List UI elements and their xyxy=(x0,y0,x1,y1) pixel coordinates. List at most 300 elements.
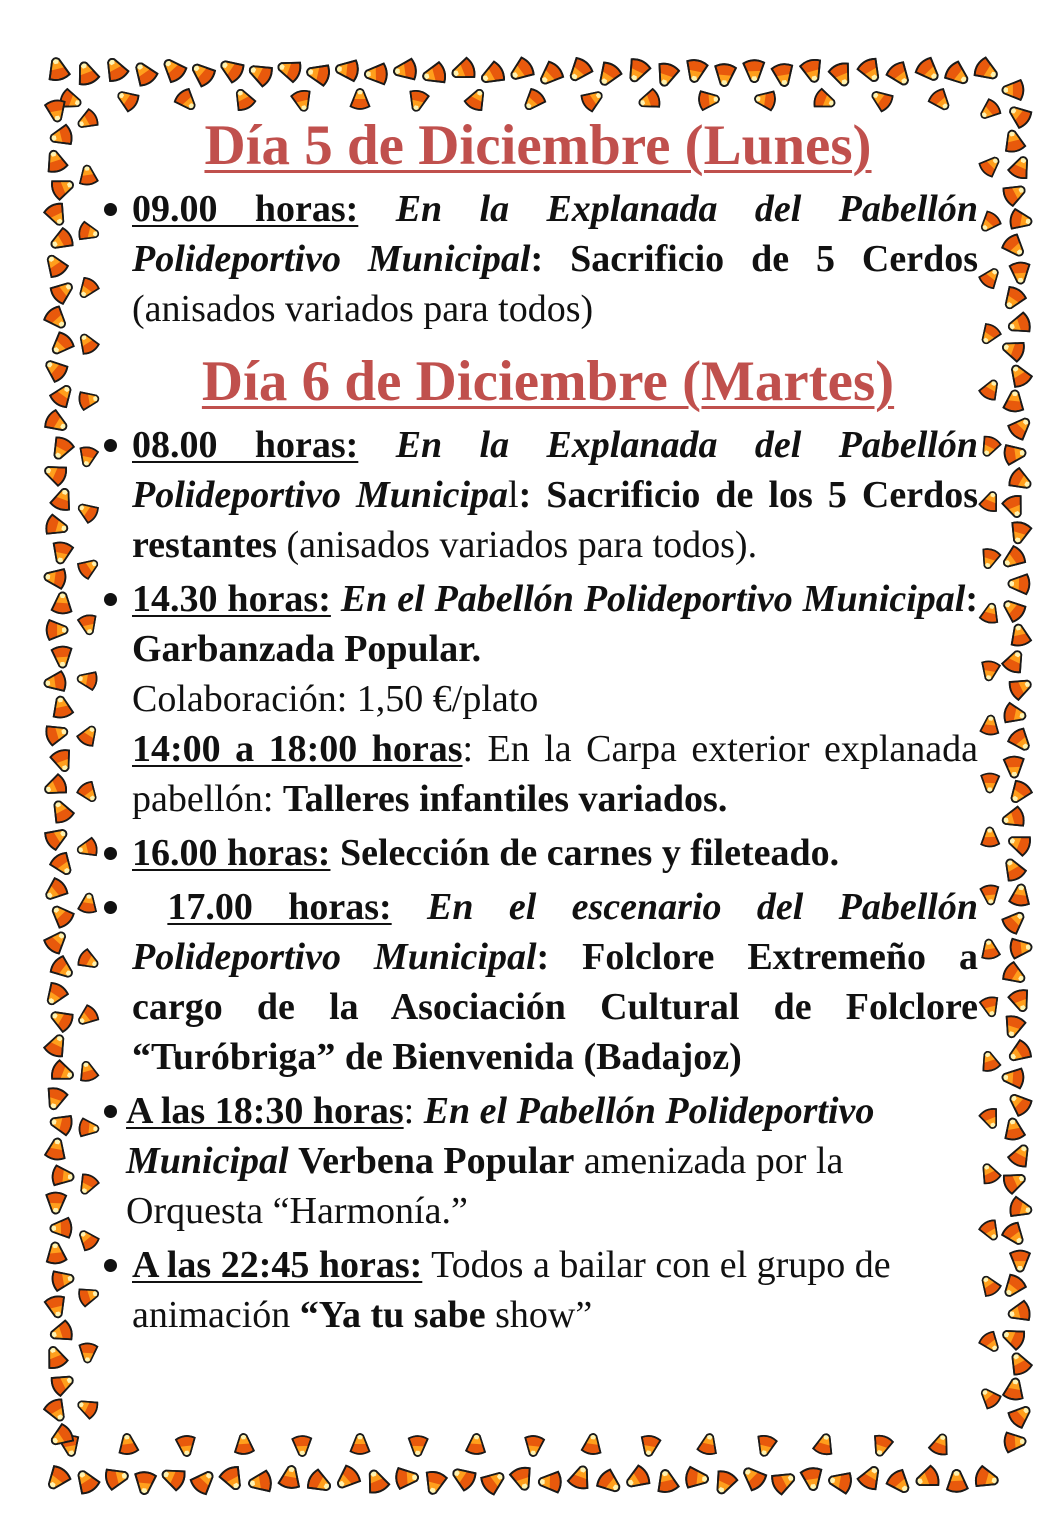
candy-corn-icon xyxy=(50,1218,72,1239)
bullet-icon xyxy=(104,1259,117,1272)
candy-corn-icon xyxy=(979,938,1000,960)
candy-corn-icon xyxy=(74,108,99,133)
candy-corn-icon xyxy=(187,58,217,88)
candy-corn-icon xyxy=(234,1433,254,1454)
candy-corn-icon xyxy=(477,60,506,89)
event-time: 16.00 horas: xyxy=(132,832,331,874)
candy-corn-icon xyxy=(653,61,680,88)
bullet-icon xyxy=(104,203,117,216)
candy-corn-icon xyxy=(743,60,764,83)
candy-corn-icon xyxy=(78,164,98,185)
candy-corn-icon xyxy=(45,1137,68,1161)
candy-corn-icon xyxy=(979,602,1001,625)
candy-corn-icon xyxy=(1008,574,1030,595)
candy-corn-icon xyxy=(506,56,536,86)
candy-corn-icon xyxy=(50,695,74,720)
candy-corn-icon xyxy=(1007,467,1035,495)
candy-corn-icon xyxy=(422,1470,448,1496)
candy-corn-icon xyxy=(999,595,1028,624)
event-note: (anisados variados para todos) xyxy=(132,288,594,330)
candy-corn-icon xyxy=(928,1431,953,1456)
event-text xyxy=(132,882,978,1082)
candy-corn-icon xyxy=(685,1467,709,1490)
event-title: : Sacrificio de los 5 Cerdos restantes xyxy=(132,474,978,566)
candy-corn-icon xyxy=(76,837,99,859)
candy-corn-icon xyxy=(972,56,1001,85)
candy-corn-icon xyxy=(978,264,1004,290)
candy-corn-icon xyxy=(1010,937,1033,959)
candy-corn-icon xyxy=(870,1434,894,1459)
candy-corn-icon xyxy=(47,1006,75,1034)
candy-corn-icon xyxy=(914,56,944,86)
candy-corn-icon xyxy=(594,60,623,90)
candy-corn-icon xyxy=(1006,830,1033,856)
candy-corn-icon xyxy=(523,1435,544,1457)
candy-corn-icon xyxy=(999,1273,1027,1302)
candy-corn-icon xyxy=(946,1469,968,1492)
candy-corn-icon xyxy=(351,1434,370,1454)
candy-corn-icon xyxy=(50,541,74,566)
candy-corn-icon xyxy=(1000,1221,1028,1250)
candy-corn-icon xyxy=(49,748,75,774)
candy-corn-icon xyxy=(1009,883,1032,906)
candy-corn-icon xyxy=(365,63,387,84)
candy-corn-icon xyxy=(44,514,70,539)
candy-corn-icon xyxy=(230,86,256,112)
event-title: Sacrificio de 5 Cerdos xyxy=(570,238,979,280)
candy-corn-icon xyxy=(48,851,76,880)
event-colon: : xyxy=(530,238,544,280)
event-desc: Todos a bailar con el grupo de animación xyxy=(132,1244,891,1336)
candy-corn-icon xyxy=(449,57,477,84)
candy-corn-icon xyxy=(406,89,429,113)
event-sub-location: : En la Carpa exterior explanada pabellón: xyxy=(132,728,978,820)
candy-corn-icon xyxy=(47,901,76,930)
candy-corn-icon xyxy=(977,322,1003,348)
candy-corn-icon xyxy=(291,89,314,113)
candy-corn-icon xyxy=(812,88,838,113)
event-time: 08.00 horas: xyxy=(132,424,359,466)
candy-corn-icon xyxy=(41,981,69,1009)
candy-corn-icon xyxy=(421,61,447,87)
event-text xyxy=(132,184,978,334)
candy-corn-icon xyxy=(43,1031,70,1058)
candy-corn-icon xyxy=(999,285,1027,313)
candy-corn-icon xyxy=(977,434,1002,459)
candy-corn-icon xyxy=(305,1468,334,1497)
candy-corn-icon xyxy=(1002,1067,1024,1088)
candy-corn-icon xyxy=(1001,1168,1028,1195)
candy-corn-icon xyxy=(636,88,661,113)
candy-corn-icon xyxy=(45,99,68,123)
candy-corn-icon xyxy=(579,86,606,113)
candy-corn-icon xyxy=(158,54,188,84)
day2-events xyxy=(98,420,978,1340)
candy-corn-icon xyxy=(981,827,1000,847)
event-0800 xyxy=(98,420,978,570)
event-title: Garbanzada Popular. xyxy=(132,628,482,670)
candy-corn-icon xyxy=(396,1467,419,1489)
candy-corn-icon xyxy=(1003,389,1025,412)
candy-corn-icon xyxy=(76,669,98,690)
event-note: amenizada por la Orquesta “Harmonía.” xyxy=(126,1140,844,1232)
candy-corn-icon xyxy=(535,60,565,90)
candy-corn-icon xyxy=(509,1466,535,1493)
candy-corn-icon xyxy=(50,1059,77,1085)
candy-corn-icon xyxy=(1005,779,1033,808)
candy-corn-icon xyxy=(43,823,71,851)
candy-corn-icon xyxy=(47,227,75,255)
candy-corn-icon xyxy=(1003,443,1026,466)
candy-corn-icon xyxy=(1006,1401,1035,1430)
candy-corn-icon xyxy=(44,721,70,746)
candy-corn-icon xyxy=(1000,337,1026,363)
event-sub-time: 14:00 a 18:00 horas xyxy=(132,728,463,770)
candy-corn-icon xyxy=(1007,153,1034,180)
candy-corn-icon xyxy=(978,152,1004,178)
candy-corn-icon xyxy=(978,489,1002,513)
candy-corn-icon xyxy=(1000,232,1029,261)
event-2245 xyxy=(98,1240,978,1340)
candy-corn-icon xyxy=(363,1467,391,1495)
candy-corn-icon xyxy=(1001,647,1028,674)
candy-corn-icon xyxy=(885,1468,915,1498)
candy-corn-icon xyxy=(978,1330,1004,1356)
event-location: En el Pabellón Polideportivo Municipal xyxy=(126,1090,875,1182)
candy-corn-icon xyxy=(539,1471,561,1492)
candy-corn-icon xyxy=(1003,702,1028,726)
event-text xyxy=(126,1086,978,1236)
candy-corn-icon xyxy=(176,1435,197,1457)
candy-corn-icon xyxy=(41,355,70,384)
candy-corn-icon xyxy=(1000,907,1029,936)
candy-corn-icon xyxy=(1001,1014,1026,1040)
candy-corn-icon xyxy=(1004,1431,1026,1452)
candy-corn-icon xyxy=(980,715,1000,736)
candy-corn-icon xyxy=(278,1464,302,1489)
candy-corn-icon xyxy=(1007,520,1032,546)
candy-corn-icon xyxy=(47,620,68,640)
candy-corn-icon xyxy=(1001,494,1027,521)
candy-corn-icon xyxy=(927,87,954,114)
candy-corn-icon xyxy=(73,59,100,87)
event-title: Folclore Extremeño a cargo de la Asociación Cultural de Folclore “Turóbriga” de Bienvenida (Badajoz) xyxy=(132,936,978,1078)
candy-corn-icon xyxy=(159,1464,187,1492)
candy-corn-icon xyxy=(654,1468,679,1494)
candy-corn-icon xyxy=(292,1436,312,1457)
candy-corn-icon xyxy=(639,1435,661,1458)
candy-corn-icon xyxy=(1006,413,1035,442)
candy-corn-icon xyxy=(977,1161,1002,1186)
event-time: A las 22:45 horas: xyxy=(132,1244,423,1286)
candy-corn-icon xyxy=(977,1272,1003,1298)
candy-corn-icon xyxy=(114,86,141,113)
candy-corn-icon xyxy=(52,1165,75,1187)
candy-corn-icon xyxy=(43,1397,71,1425)
candy-corn-icon xyxy=(74,1004,100,1030)
candy-corn-icon xyxy=(42,1344,68,1371)
bullet-icon xyxy=(104,593,117,606)
event-time: 17.00 horas: xyxy=(167,886,392,928)
candy-corn-icon xyxy=(74,1226,100,1252)
candy-corn-icon xyxy=(51,646,72,668)
candy-corn-icon xyxy=(75,1172,100,1197)
candy-corn-icon xyxy=(49,277,78,305)
candy-corn-icon xyxy=(800,1467,824,1492)
candy-corn-icon xyxy=(567,1463,594,1491)
candy-corn-icon xyxy=(978,376,1003,401)
candy-corn-icon xyxy=(978,1049,1001,1073)
candy-corn-icon xyxy=(134,1471,157,1495)
candy-corn-icon xyxy=(520,87,547,114)
bullet-icon xyxy=(104,439,117,452)
candy-corn-icon xyxy=(78,1343,97,1363)
candy-corn-icon xyxy=(47,330,76,359)
candy-corn-icon xyxy=(48,381,76,410)
event-note: Colaboración: 1,50 €/plato xyxy=(132,678,539,720)
candy-corn-icon xyxy=(247,1470,272,1494)
event-desc-end: show” xyxy=(495,1294,593,1336)
candy-corn-icon xyxy=(978,1218,1003,1243)
candy-corn-icon xyxy=(74,499,100,525)
candy-corn-icon xyxy=(173,87,200,114)
candy-corn-icon xyxy=(448,1463,478,1492)
candy-corn-icon xyxy=(1002,1117,1025,1141)
candy-corn-icon xyxy=(976,98,1002,124)
candy-corn-icon xyxy=(980,885,1000,906)
candy-corn-icon xyxy=(48,797,75,825)
event-location-end: l xyxy=(508,474,519,516)
candy-corn-icon xyxy=(1009,1196,1034,1220)
candy-corn-icon xyxy=(978,547,1001,571)
event-0900 xyxy=(98,184,978,334)
candy-corn-icon xyxy=(79,1118,100,1138)
event-colon: : xyxy=(536,936,550,978)
candy-corn-icon xyxy=(974,1465,1001,1491)
candy-corn-icon xyxy=(623,57,651,86)
candy-corn-icon xyxy=(393,58,418,82)
candy-corn-icon xyxy=(622,1464,651,1493)
candy-corn-icon xyxy=(479,1466,509,1496)
candy-corn-icon xyxy=(1007,1141,1034,1169)
event-location: En el Pabellón Polideportivo Municipal xyxy=(340,578,966,620)
candy-corn-icon xyxy=(698,89,720,110)
candy-corn-icon xyxy=(856,1462,885,1491)
candy-corn-icon xyxy=(189,1466,219,1496)
event-note: (anisados variados para todos). xyxy=(286,524,758,566)
candy-corn-icon xyxy=(799,58,825,85)
candy-corn-icon xyxy=(49,954,78,982)
candy-corn-icon xyxy=(216,55,246,84)
candy-corn-icon xyxy=(1009,209,1033,232)
candy-corn-icon xyxy=(75,1395,100,1420)
candy-corn-icon xyxy=(979,660,1000,682)
candy-corn-icon xyxy=(978,1107,1002,1131)
candy-corn-icon xyxy=(78,892,98,913)
candy-corn-icon xyxy=(51,1268,75,1291)
candy-corn-icon xyxy=(46,1192,67,1214)
candy-corn-icon xyxy=(78,389,100,410)
event-text xyxy=(132,420,978,570)
candy-corn-icon xyxy=(581,1433,602,1455)
candy-corn-icon xyxy=(1006,726,1035,755)
candy-corn-icon xyxy=(408,1436,428,1457)
program-content xyxy=(98,112,978,1340)
candy-corn-icon xyxy=(130,58,159,88)
candy-corn-icon xyxy=(771,63,795,88)
candy-corn-icon xyxy=(104,1465,130,1490)
event-colon: : xyxy=(965,578,978,620)
candy-corn-icon xyxy=(41,876,70,905)
candy-corn-icon xyxy=(45,56,70,82)
candy-corn-icon xyxy=(1006,312,1032,337)
candy-corn-icon xyxy=(50,174,77,200)
candy-corn-icon xyxy=(43,148,68,174)
day1-heading: Día 5 de Diciembre (Lunes) xyxy=(204,114,872,177)
candy-corn-icon xyxy=(976,210,1002,236)
bullet-icon xyxy=(104,847,117,860)
candy-corn-icon xyxy=(48,1112,73,1136)
candy-corn-icon xyxy=(41,460,68,487)
candy-corn-icon xyxy=(48,124,73,148)
event-sep: : xyxy=(403,1090,415,1132)
candy-corn-icon xyxy=(48,1320,74,1345)
candy-corn-icon xyxy=(43,1086,68,1112)
candy-corn-icon xyxy=(943,60,973,90)
candy-corn-icon xyxy=(48,435,75,463)
candy-corn-icon xyxy=(1002,80,1023,100)
candy-corn-icon xyxy=(77,614,99,636)
candy-corn-icon xyxy=(72,1466,101,1496)
candy-corn-icon xyxy=(999,1324,1026,1351)
candy-corn-icon xyxy=(714,63,737,87)
candy-corn-icon xyxy=(305,61,331,86)
event-1830 xyxy=(98,1086,978,1236)
candy-corn-icon xyxy=(41,773,68,800)
candy-corn-icon xyxy=(976,1384,1002,1410)
candy-corn-icon xyxy=(1010,1251,1030,1272)
event-1430 xyxy=(98,574,978,824)
event-1600 xyxy=(98,828,978,878)
day2-heading: Día 6 de Diciembre (Martes) xyxy=(201,350,895,413)
candy-corn-icon xyxy=(77,446,99,468)
candy-corn-icon xyxy=(1005,1089,1034,1118)
candy-corn-icon xyxy=(981,773,1000,793)
candy-corn-icon xyxy=(43,409,71,437)
event-time: 14.30 horas: xyxy=(132,578,331,620)
candy-corn-icon xyxy=(697,1432,720,1455)
candy-corn-icon xyxy=(463,86,489,112)
event-location: En la Explanada del Pabellón Polideportivo Municipa xyxy=(132,424,978,516)
event-1700 xyxy=(98,882,978,1082)
event-text xyxy=(132,1240,978,1340)
candy-corn-icon xyxy=(754,1434,777,1458)
candy-corn-icon xyxy=(913,1465,941,1492)
candy-corn-icon xyxy=(42,927,71,956)
candy-corn-icon xyxy=(51,592,72,614)
candy-corn-icon xyxy=(1006,1349,1033,1377)
candy-corn-icon xyxy=(856,56,885,85)
candy-corn-icon xyxy=(1008,623,1032,648)
candy-corn-icon xyxy=(1004,756,1025,778)
candy-corn-icon xyxy=(999,544,1028,572)
candy-corn-icon xyxy=(49,1370,76,1397)
event-text xyxy=(132,574,978,674)
candy-corn-icon xyxy=(1000,806,1026,831)
bullet-icon xyxy=(104,901,117,914)
candy-corn-icon xyxy=(1002,128,1026,153)
event-title: “Ya tu sabe xyxy=(299,1294,486,1336)
candy-corn-icon xyxy=(1005,361,1033,389)
candy-corn-icon xyxy=(43,671,66,694)
candy-corn-icon xyxy=(885,60,915,90)
candy-corn-icon xyxy=(466,1433,486,1454)
event-time: 09.00 horas: xyxy=(132,188,359,230)
event-sub-title: Talleres infantiles variados. xyxy=(282,778,728,820)
candy-corn-icon xyxy=(44,1295,68,1320)
candy-corn-icon xyxy=(683,58,708,84)
event-subtext xyxy=(132,724,978,824)
candy-corn-icon xyxy=(335,58,359,81)
candy-corn-icon xyxy=(78,221,101,243)
candy-corn-icon xyxy=(75,330,100,356)
candy-corn-icon xyxy=(42,304,71,333)
candy-corn-icon xyxy=(41,251,69,279)
candy-corn-icon xyxy=(275,56,303,83)
candy-corn-icon xyxy=(43,567,66,590)
event-time: A las 18:30 horas xyxy=(126,1090,404,1132)
candy-corn-icon xyxy=(49,486,75,512)
candy-corn-icon xyxy=(351,89,370,109)
candy-corn-icon xyxy=(43,201,70,228)
candy-corn-icon xyxy=(218,1465,247,1494)
candy-corn-icon xyxy=(1005,1039,1033,1067)
candy-corn-icon xyxy=(1007,674,1034,701)
candy-corn-icon xyxy=(564,56,594,86)
event-location: En el escenario del Pabellón Polideportivo Municipal xyxy=(132,886,978,978)
candy-corn-icon xyxy=(770,1467,799,1495)
candy-corn-icon xyxy=(868,86,895,113)
event-location: En la Explanada del Pabellón Polideportivo Municipal xyxy=(132,188,978,280)
candy-corn-icon xyxy=(1007,988,1033,1014)
candy-corn-icon xyxy=(828,61,856,89)
candy-corn-icon xyxy=(1001,961,1029,989)
candy-corn-icon xyxy=(76,1059,99,1082)
candy-corn-icon xyxy=(332,1464,362,1494)
candy-corn-icon xyxy=(75,276,101,302)
candy-corn-icon xyxy=(1003,1377,1026,1401)
event-title: Verbena Popular xyxy=(298,1140,575,1182)
candy-corn-icon xyxy=(595,1468,625,1498)
event-text xyxy=(132,828,978,878)
candy-corn-icon xyxy=(1000,855,1028,883)
candy-corn-icon xyxy=(711,1469,739,1498)
day1-events xyxy=(98,184,978,334)
candy-corn-icon xyxy=(738,1462,768,1492)
event-title: Selección de carnes y fileteado. xyxy=(339,832,840,874)
candy-corn-icon xyxy=(1009,262,1030,284)
candy-corn-icon xyxy=(827,1470,852,1494)
candy-corn-icon xyxy=(101,54,130,83)
candy-corn-icon xyxy=(1005,101,1034,129)
candy-corn-icon xyxy=(812,1432,836,1456)
candy-corn-icon xyxy=(754,89,776,110)
candy-corn-icon xyxy=(42,1464,72,1494)
candy-corn-icon xyxy=(1001,180,1029,207)
candy-corn-icon xyxy=(117,1433,138,1455)
candy-corn-icon xyxy=(979,996,1001,1019)
candy-corn-icon xyxy=(246,59,275,87)
